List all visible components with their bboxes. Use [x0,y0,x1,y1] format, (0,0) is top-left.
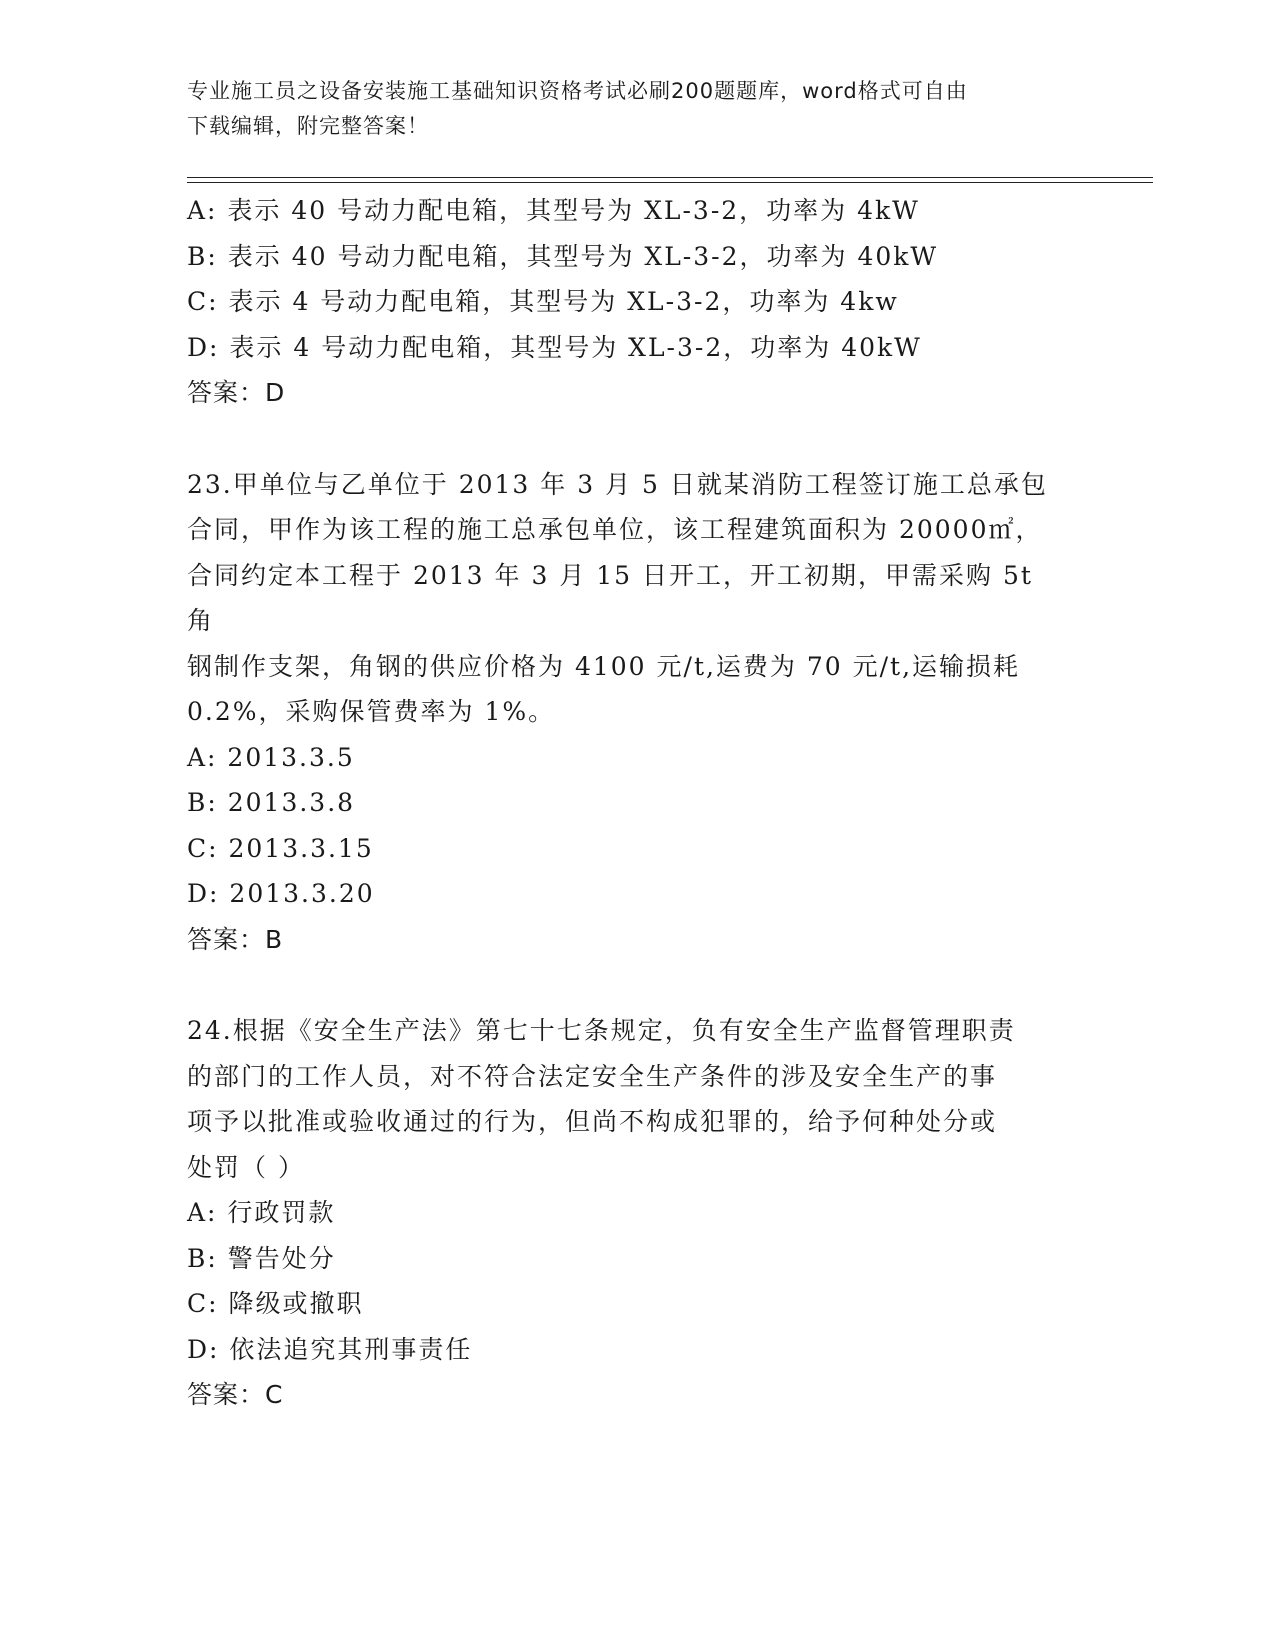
question-23-option-d: D: 2013.3.20 [187,879,375,908]
spacer [187,962,1087,1008]
question-22-block [187,188,1087,416]
header-line-1: 专业施工员之设备安装施工基础知识资格考试必刷200题题库，word格式可自由 [187,79,968,103]
spacer [187,416,1087,462]
question-23-option-c: C: 2013.3.15 [187,833,374,863]
question-24-option-c: C: 降级或撤职 [187,1289,364,1318]
question-24-answer: 答案：C [187,1380,284,1409]
question-content [187,188,1087,1418]
question-24-option-b: B: 警告处分 [187,1243,336,1273]
question-23-stem-line-3: 合同约定本工程于 2013 年 3 月 15 日开工，开工初期，甲需采购 5t 角 [187,560,1033,635]
question-24-stem-line-1: 24.根据《安全生产法》第七十七条规定，负有安全生产监督管理职责 [187,1016,1016,1045]
question-23-stem-line-2: 合同，甲作为该工程的施工总承包单位，该工程建筑面积为 20000㎡， [187,515,1043,544]
question-23-answer: 答案：B [187,924,284,954]
question-23-stem-line-4: 钢制作支架，角钢的供应价格为 4100 元/t,运费为 70 元/t,运输损耗 [187,651,1021,681]
question-24-stem-line-2: 的部门的工作人员，对不符合法定安全生产条件的涉及安全生产的事 [187,1061,998,1091]
header-line-2: 下载编辑，附完整答案！ [187,114,429,138]
question-22-option-d: D: 表示 4 号动力配电箱，其型号为 XL-3-2，功率为 40kW [187,332,922,362]
question-23-option-a: A: 2013.3.5 [187,742,355,772]
question-23-stem-line-5: 0.2%，采购保管费率为 1%。 [187,697,556,726]
question-22-option-b: B: 表示 40 号动力配电箱，其型号为 XL-3-2，功率为 40kW [187,241,939,271]
question-22-option-c: C: 表示 4 号动力配电箱，其型号为 XL-3-2，功率为 4kw [187,287,899,316]
header-divider-bottom [187,182,1153,183]
document-header [187,74,1067,144]
question-23-option-b: B: 2013.3.8 [187,788,356,817]
question-23-block [187,462,1087,963]
question-24-stem-line-4: 处罚（ ） [187,1152,305,1182]
question-24-option-a: A: 行政罚款 [187,1198,336,1227]
question-24-block [187,1008,1087,1418]
header-divider-top [187,177,1153,178]
question-23-stem-line-1: 23.甲单位与乙单位于 2013 年 3 月 5 日就某消防工程签订施工总承包 [187,469,1048,499]
question-22-answer: 答案：D [187,378,286,407]
question-24-stem-line-3: 项予以批准或验收通过的行为，但尚不构成犯罪的，给予何种处分或 [187,1107,998,1136]
question-24-option-d: D: 依法追究其刑事责任 [187,1334,473,1364]
question-22-option-a: A: 表示 40 号动力配电箱，其型号为 XL-3-2，功率为 4kW [187,196,920,225]
